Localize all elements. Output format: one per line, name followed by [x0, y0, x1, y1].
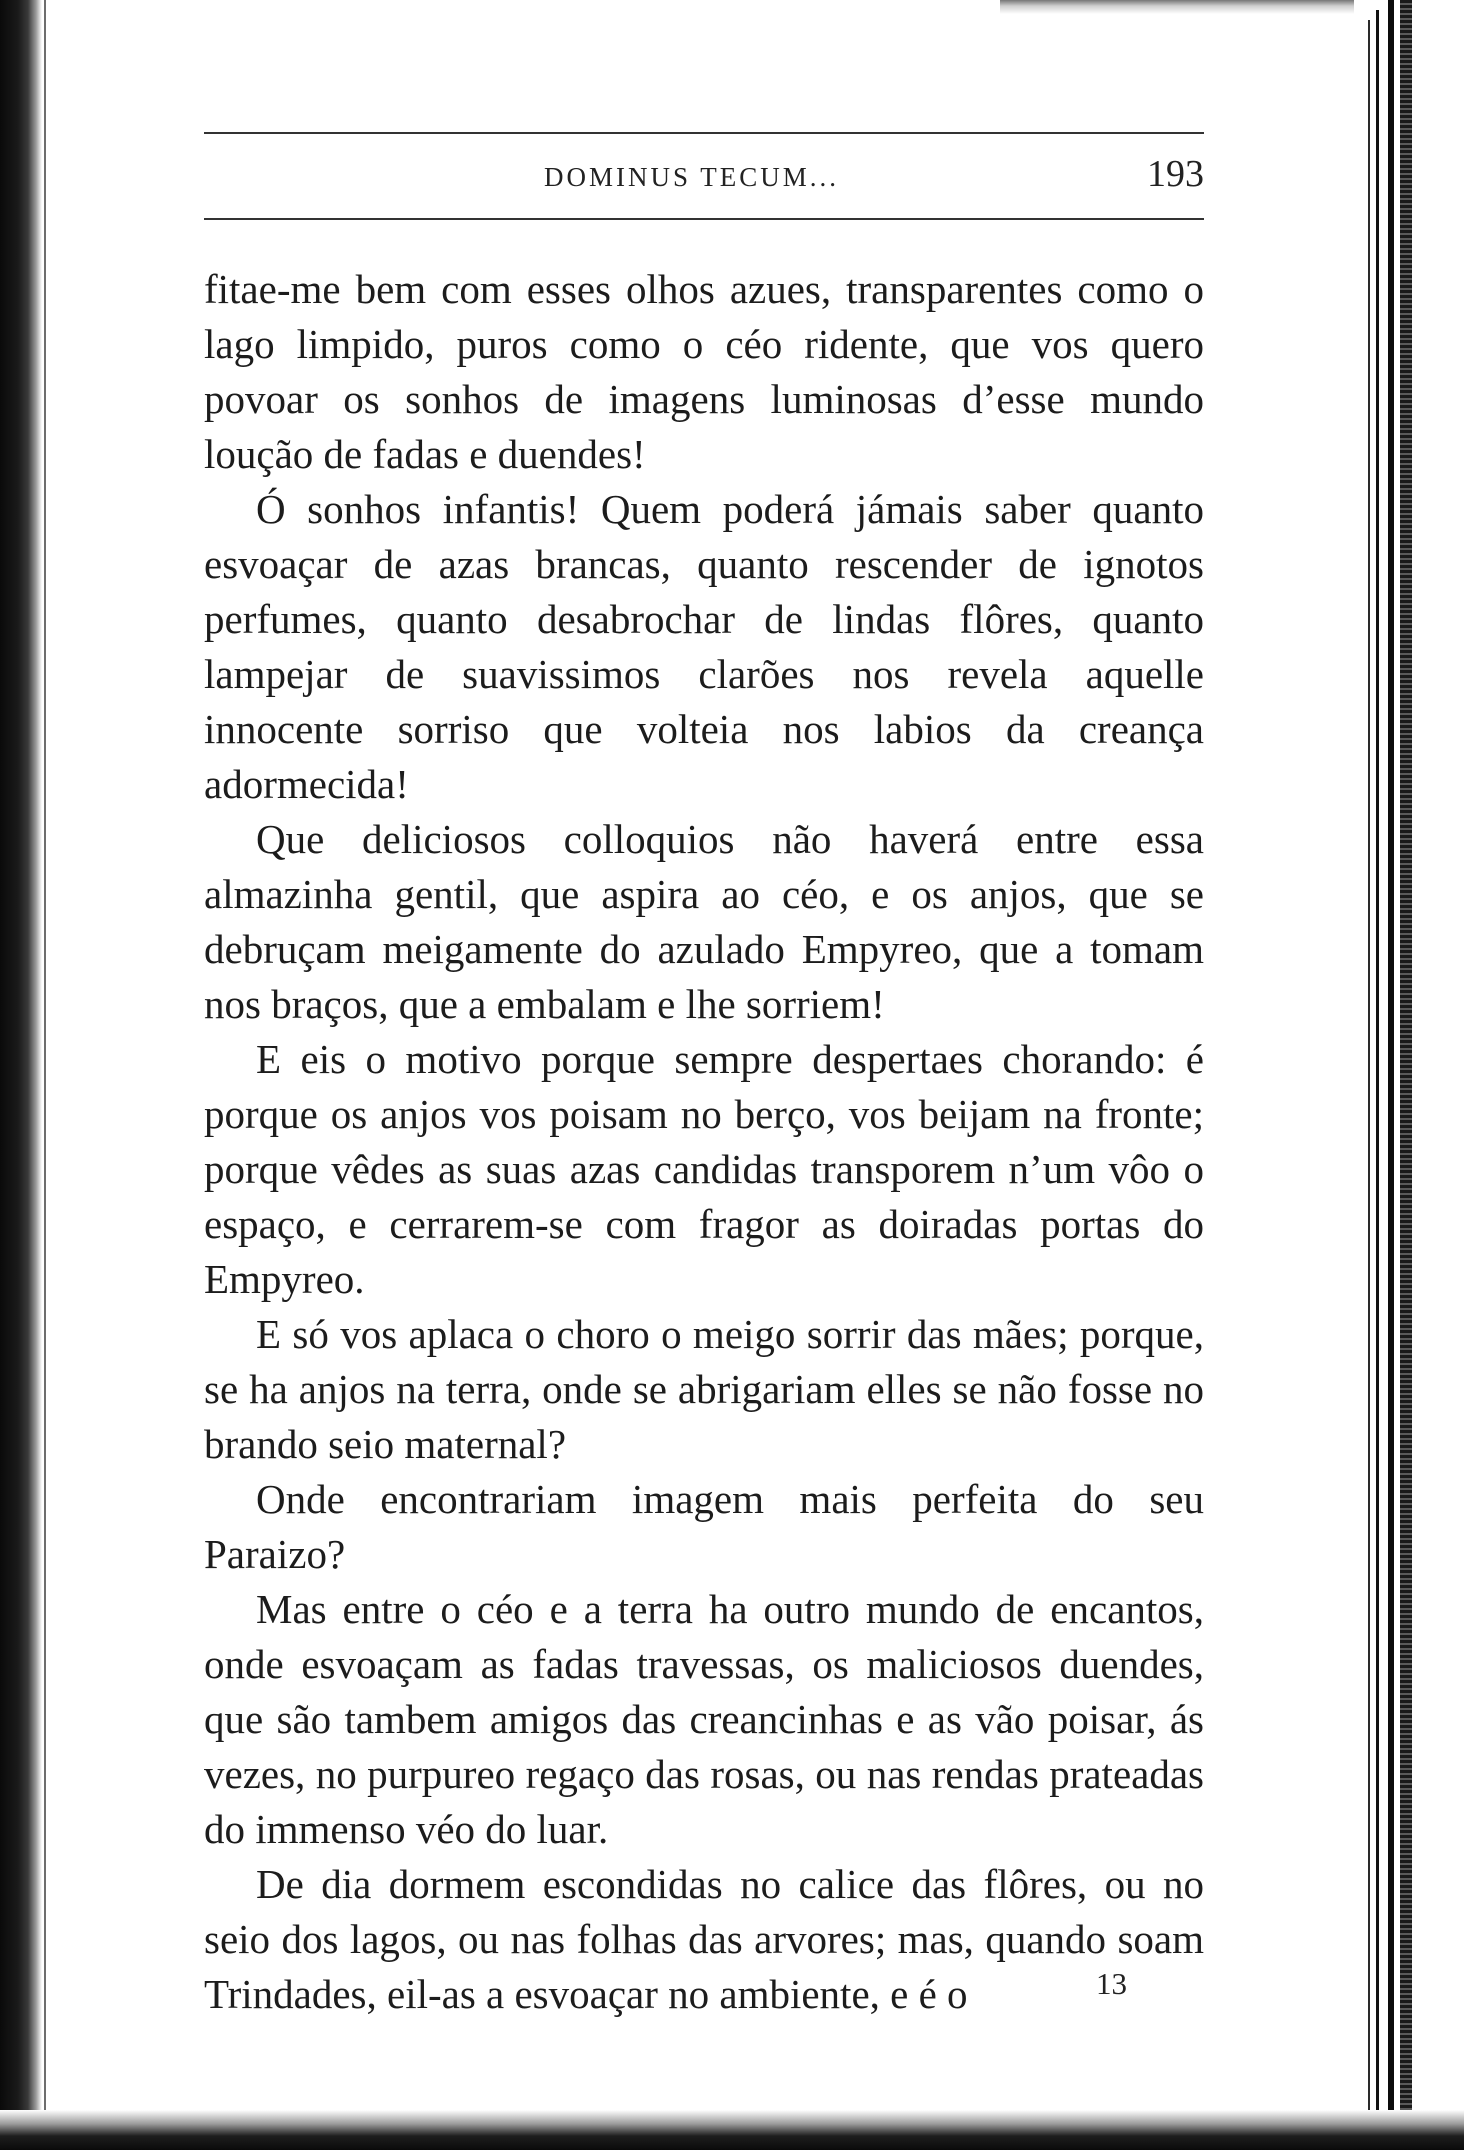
paragraph-5: E só vos aplaca o choro o meigo sorrir das mães; porque, se ha anjos na terra, onde se abrigariam elles se não fosse no brando seio maternal?	[204, 1311, 1204, 1467]
scan-page-edges	[1354, 0, 1464, 2150]
paragraph-6: Onde encontrariam imagem mais perfeita do seu Paraizo?	[204, 1476, 1204, 1577]
scan-spine-line	[44, 0, 46, 2150]
header-rule-bottom	[204, 218, 1204, 220]
running-head	[204, 150, 1204, 206]
paragraph-4: E eis o motivo porque sempre despertaes chorando: é porque os anjos vos poisam no berço, vos beijam na fronte; porque vêdes as suas azas candidas transporem n’um vôo o espaço, e cerrarem-se com fragor as doiradas portas do Empyreo.	[204, 1036, 1204, 1302]
book-page	[204, 0, 1204, 2150]
signature-mark: 13	[1096, 1966, 1127, 2001]
paragraph-1: fitae-me bem com esses olhos azues, transparentes como o lago limpido, puros como o céo ridente, que vos quero povoar os sonhos de imagens luminosas d’esse mundo loução de fadas e duendes!	[204, 266, 1204, 477]
page-number: 193	[1147, 153, 1204, 195]
paragraph-8: De dia dormem escondidas no calice das flôres, ou no seio dos lagos, ou nas folhas das arvores; mas, quando soam Trindades, eil-as a esvoaçar no ambiente, e é o	[204, 1861, 1204, 2017]
header-rule-top	[204, 132, 1204, 134]
scan-spine-shadow	[0, 0, 42, 2150]
body-text	[204, 262, 1204, 2022]
running-title: DOMINUS TECUM...	[544, 162, 840, 192]
paragraph-3: Que deliciosos colloquios não haverá entre essa almazinha gentil, que aspira ao céo, e os anjos, que se debruçam meigamente do azulado Empyreo, que a tomam nos braços, que a embalam e lhe sorriem!	[204, 816, 1204, 1027]
paragraph-2: Ó sonhos infantis! Quem poderá jámais saber quanto esvoaçar de azas brancas, quanto rescender de ignotos perfumes, quanto desabrochar de lindas flôres, quanto lampejar de suavissimos clarões nos revela aquelle innocente sorriso que volteia nos labios da creança adormecida!	[204, 486, 1204, 807]
paragraph-7: Mas entre o céo e a terra ha outro mundo de encantos, onde esvoaçam as fadas travessas, os maliciosos duendes, que são tambem amigos das creancinhas e as vão poisar, ás vezes, no purpureo regaço das rosas, ou nas rendas prateadas do immenso véo do luar.	[204, 1586, 1204, 1852]
